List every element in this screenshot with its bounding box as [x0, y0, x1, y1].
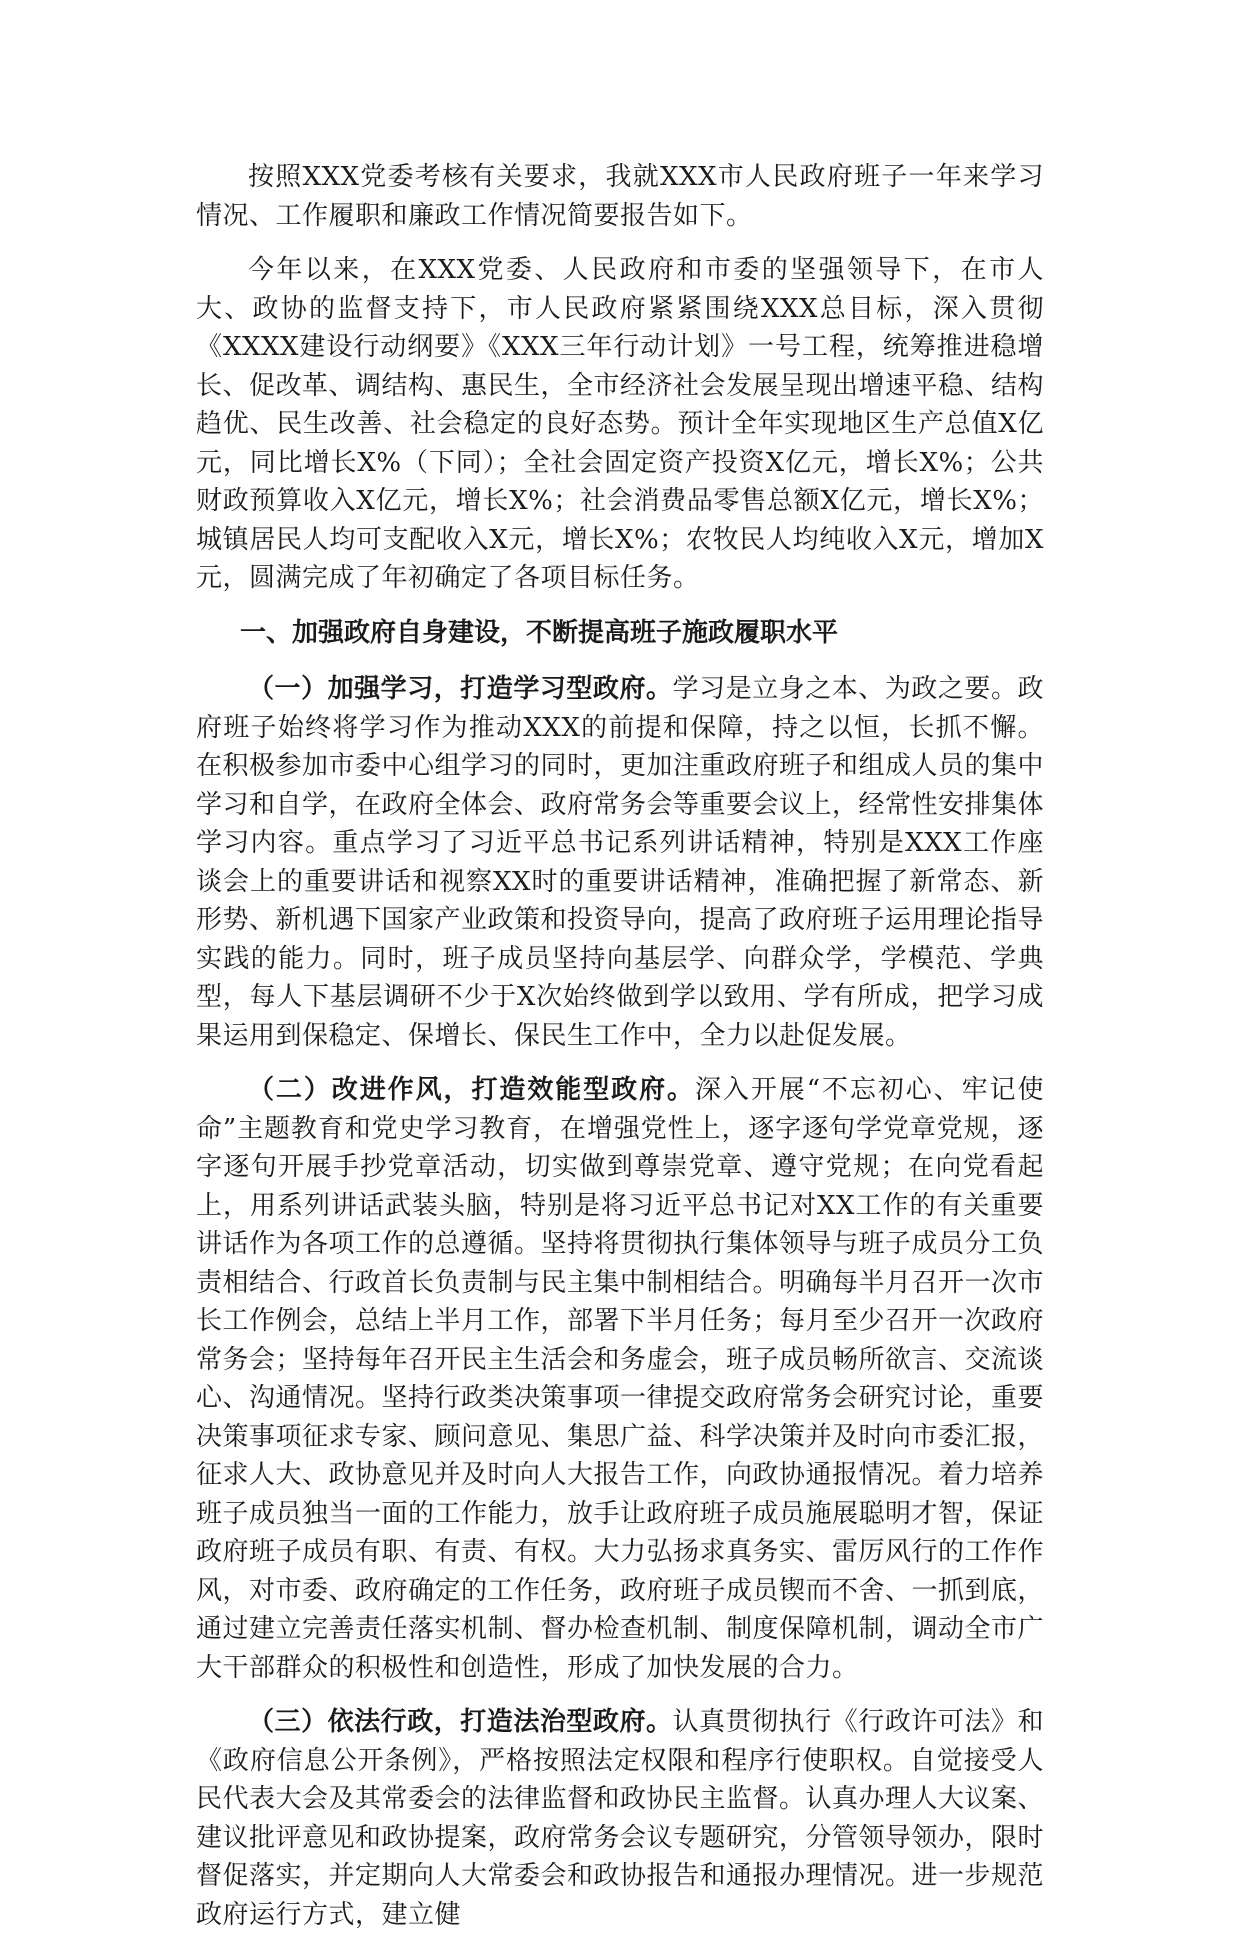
subsection-heading-1: （一）加强学习，打造学习型政府。 [248, 674, 673, 704]
subsection-body-2: 深入开展“不忘初心、牢记使命”主题教育和党史学习教育，在增强党性上，逐字逐句学党章党规，逐字逐句开展手抄党章活动，切实做到尊崇党章、遵守党规；在向党看起上，用系列讲话武装头脑，特别是将习近平总书记对XX工作的有关重要讲话作为各项工作的总遵循。坚持将贯彻执行集体领导与班子成员分工负责相结合、行政首长负责制与民主集中制相结合。明确每半月召开一次市长工作例会，总结上半月工作，部署下半月任务；每月至少召开一次政府常务会；坚持每年召开民主生活会和务虚会，班子成员畅所欲言、交流谈心、沟通情况。坚持行政类决策事项一律提交政府常务会研究讨论，重要决策事项征求专家、顾问意见、集思广益、科学决策并及时向市委汇报，征求人大、政协意见并及时向人大报告工作，向政协通报情况。着力培养班子成员独当一面的工作能力，放手让政府班子成员施展聪明才智，保证政府班子成员有职、有责、有权。大力弘扬求真务实、雷厉风行的工作作风，对市委、政府确定的工作任务，政府班子成员锲而不舍、一抓到底，通过建立完善责任落实机制、督办检查机制、制度保障机制，调动全市广大干部群众的积极性和创造性，形成了加快发展的合力。 [196, 1075, 1045, 1683]
overview-paragraph: 今年以来，在XXX党委、人民政府和市委的坚强领导下，在市人大、政协的监督支持下，市人民政府紧紧围绕XXX总目标，深入贯彻《XXXX建设行动纲要》《XXX三年行动计划》一号工程，统筹推进稳增长、促改革、调结构、惠民生，全市经济社会发展呈现出增速平稳、结构趋优、民生改善、社会稳定的良好态势。预计全年实现地区生产总值X亿元，同比增长X%（下同）；全社会固定资产投资X亿元，增长X%；公共财政预算收入X亿元，增长X%；社会消费品零售总额X亿元，增长X%；城镇居民人均可支配收入X元，增长X%；农牧民人均纯收入X元，增加X元，圆满完成了年初确定了各项目标任务。 [196, 255, 1045, 593]
section-title: 一、加强政府自身建设，不断提高班子施政履职水平 [240, 617, 839, 648]
subsection-paragraph-2 [196, 1071, 1044, 1687]
subsection-paragraph-3 [196, 1703, 1044, 1934]
intro-paragraph: 按照XXX党委考核有关要求，我就XXX市人民政府班子一年来学习情况、工作履职和廉政工作情况简要报告如下。 [196, 162, 1044, 231]
subsection-body-3: 认真贯彻执行《行政许可法》和《政府信息公开条例》，严格按照法定权限和程序行使职权。自觉接受人民代表大会及其常委会的法律监督和政协民主监督。认真办理人大议案、建议批评意见和政协提案，政府常务会议专题研究，分管领导领办，限时督促落实，并定期向人大常委会和政协报告和通报办理情况。进一步规范政府运行方式，建立健 [196, 1707, 1045, 1930]
subsection-heading-3: （三）依法行政，打造法治型政府。 [248, 1707, 673, 1737]
subsection-paragraph-1 [196, 670, 1044, 1055]
subsection-heading-2: （二）改进作风，打造效能型政府。 [248, 1075, 695, 1105]
subsection-body-1: 学习是立身之本、为政之要。政府班子始终将学习作为推动XXX的前提和保障，持之以恒，长抓不懈。在积极参加市委中心组学习的同时，更加注重政府班子和组成人员的集中学习和自学，在政府全体会、政府常务会等重要会议上，经常性安排集体学习内容。重点学习了习近平总书记系列讲话精神，特别是XXX工作座谈会上的重要讲话和视察XX时的重要讲话精神，准确把握了新常态、新形势、新机遇下国家产业政策和投资导向，提高了政府班子运用理论指导实践的能力。同时，班子成员坚持向基层学、向群众学，学模范、学典型，每人下基层调研不少于X次始终做到学以致用、学有所成，把学习成果运用到保稳定、保增长、保民生工作中，全力以赴促发展。 [196, 674, 1045, 1051]
document-page [196, 158, 1044, 1950]
